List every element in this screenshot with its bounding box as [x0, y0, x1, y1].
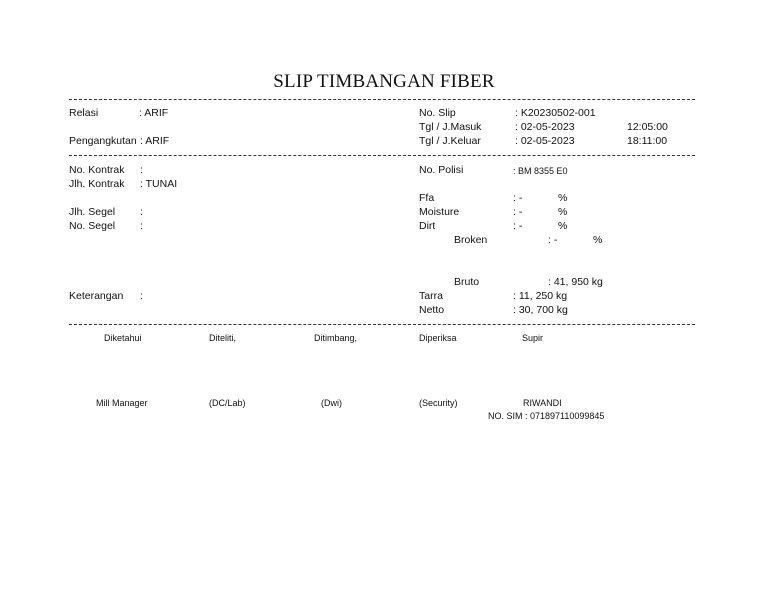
signature-diketahui: Diketahui: [104, 333, 142, 343]
netto-value: : 30, 700 kg: [513, 304, 568, 316]
no-slip-value: : K20230502-001: [515, 107, 596, 119]
signature-supir: Supir: [522, 333, 544, 343]
jlh-kontrak-label: Jlh. Kontrak: [69, 178, 125, 190]
no-kontrak-value: :: [140, 164, 143, 176]
jlh-segel-value: :: [140, 206, 143, 218]
tarra-value: : 11, 250 kg: [513, 290, 568, 302]
tgl-masuk-date: : 02-05-2023: [515, 121, 575, 133]
divider: [69, 324, 695, 325]
signer-mill-manager: Mill Manager: [96, 398, 148, 408]
netto-label: Netto: [419, 304, 445, 316]
broken-unit: %: [593, 234, 603, 246]
page-title: SLIP TIMBANGAN FIBER: [273, 71, 495, 92]
pengangkutan-value: : ARIF: [140, 135, 170, 147]
signer-security: (Security): [419, 398, 458, 408]
no-polisi-label: No. Polisi: [419, 164, 464, 176]
signer-dwi: (Dwi): [321, 398, 342, 408]
no-segel-label: No. Segel: [69, 220, 116, 232]
keterangan-value: :: [140, 290, 143, 302]
relasi-label: Relasi: [69, 107, 99, 119]
signer-driver-name: RIWANDI: [523, 398, 562, 408]
signature-diperiksa: Diperiksa: [419, 333, 457, 343]
relasi-value: : ARIF: [139, 107, 169, 119]
pengangkutan-label: Pengangkutan: [69, 135, 137, 147]
tgl-masuk-label: Tgl / J.Masuk: [419, 121, 482, 133]
signature-diteliti: Diteliti,: [209, 333, 237, 343]
moisture-label: Moisture: [419, 206, 460, 218]
moisture-value: : -: [513, 206, 523, 218]
tgl-keluar-time: 18:11:00: [627, 135, 668, 147]
bruto-value: : 41, 950 kg: [548, 276, 603, 288]
ffa-label: Ffa: [419, 192, 435, 204]
ffa-value: : -: [513, 192, 523, 204]
signer-dc-lab: (DC/Lab): [209, 398, 246, 408]
dirt-label: Dirt: [419, 220, 436, 232]
no-kontrak-label: No. Kontrak: [69, 164, 125, 176]
bruto-label: Bruto: [454, 276, 480, 288]
no-segel-value: :: [140, 220, 143, 232]
divider: [69, 155, 695, 156]
no-polisi-value: : BM 8355 E0: [513, 166, 568, 176]
keterangan-label: Keterangan: [69, 290, 124, 302]
driver-sim-number: NO. SIM : 071897110099845: [488, 411, 605, 421]
tgl-masuk-time: 12:05:00: [627, 121, 668, 133]
jlh-kontrak-value: : TUNAI: [140, 178, 178, 190]
no-slip-label: No. Slip: [419, 107, 456, 119]
dirt-unit: %: [558, 220, 568, 232]
moisture-unit: %: [558, 206, 568, 218]
ffa-unit: %: [558, 192, 568, 204]
broken-value: : -: [548, 234, 558, 246]
signature-ditimbang: Ditimbang,: [314, 333, 358, 343]
tarra-label: Tarra: [419, 290, 443, 302]
tgl-keluar-label: Tgl / J.Keluar: [419, 135, 481, 147]
jlh-segel-label: Jlh. Segel: [69, 206, 116, 218]
divider: [69, 99, 695, 100]
tgl-keluar-date: : 02-05-2023: [515, 135, 575, 147]
broken-label: Broken: [454, 234, 488, 246]
dirt-value: : -: [513, 220, 523, 232]
